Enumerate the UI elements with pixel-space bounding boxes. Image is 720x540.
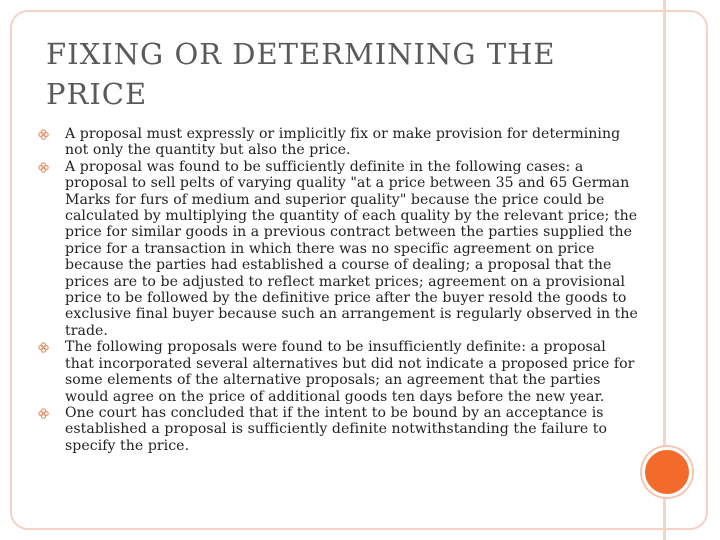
- clover-bullet-icon: [38, 129, 49, 140]
- bullet-text: The following proposals were found to be insufficiently definite: a proposal that incorporated several alternatives but did not indicate a proposed price for some elements of the alternative proposals; an agreement that the parties would agree on the price of additional goods ten days before the new year.: [65, 339, 635, 405]
- bullet-text: A proposal must expressly or implicitly fix or make provision for determining not only the quantity but also the price.: [65, 126, 621, 159]
- decorative-orange-circle: [642, 447, 692, 497]
- clover-bullet-icon: [38, 342, 49, 353]
- clover-bullet-icon: [38, 408, 49, 419]
- bullet-list: [38, 126, 638, 454]
- bullet-text: A proposal was found to be sufficiently definite in the following cases: a proposal to sell pelts of varying quality "at a price between 35 and 65 German Marks for furs of medium and superior quality" because the price could be calculated by multiplying the quantity of each quality by the relevant price; the price for similar goods in a previous contract between the parties supplied the price for a transaction in which there was no specific agreement on price because the parties had established a course of dealing; a proposal that the prices are to be adjusted to reflect market prices; agreement on a provisional price to be followed by the definitive price after the buyer resold the goods to exclusive final buyer because such an arrangement is regularly observed in the trade.: [65, 158, 638, 339]
- bullet-item: [38, 159, 638, 339]
- bullet-item: [38, 405, 638, 454]
- bullet-text: One court has concluded that if the intent to be bound by an acceptance is established a proposal is sufficiently definite notwithstanding the failure to specify the price.: [65, 404, 608, 454]
- slide-title: FIXING OR DETERMINING THE PRICE: [46, 37, 556, 111]
- bullet-item: [38, 126, 638, 159]
- clover-bullet-icon: [38, 162, 49, 173]
- bullet-item: [38, 339, 638, 405]
